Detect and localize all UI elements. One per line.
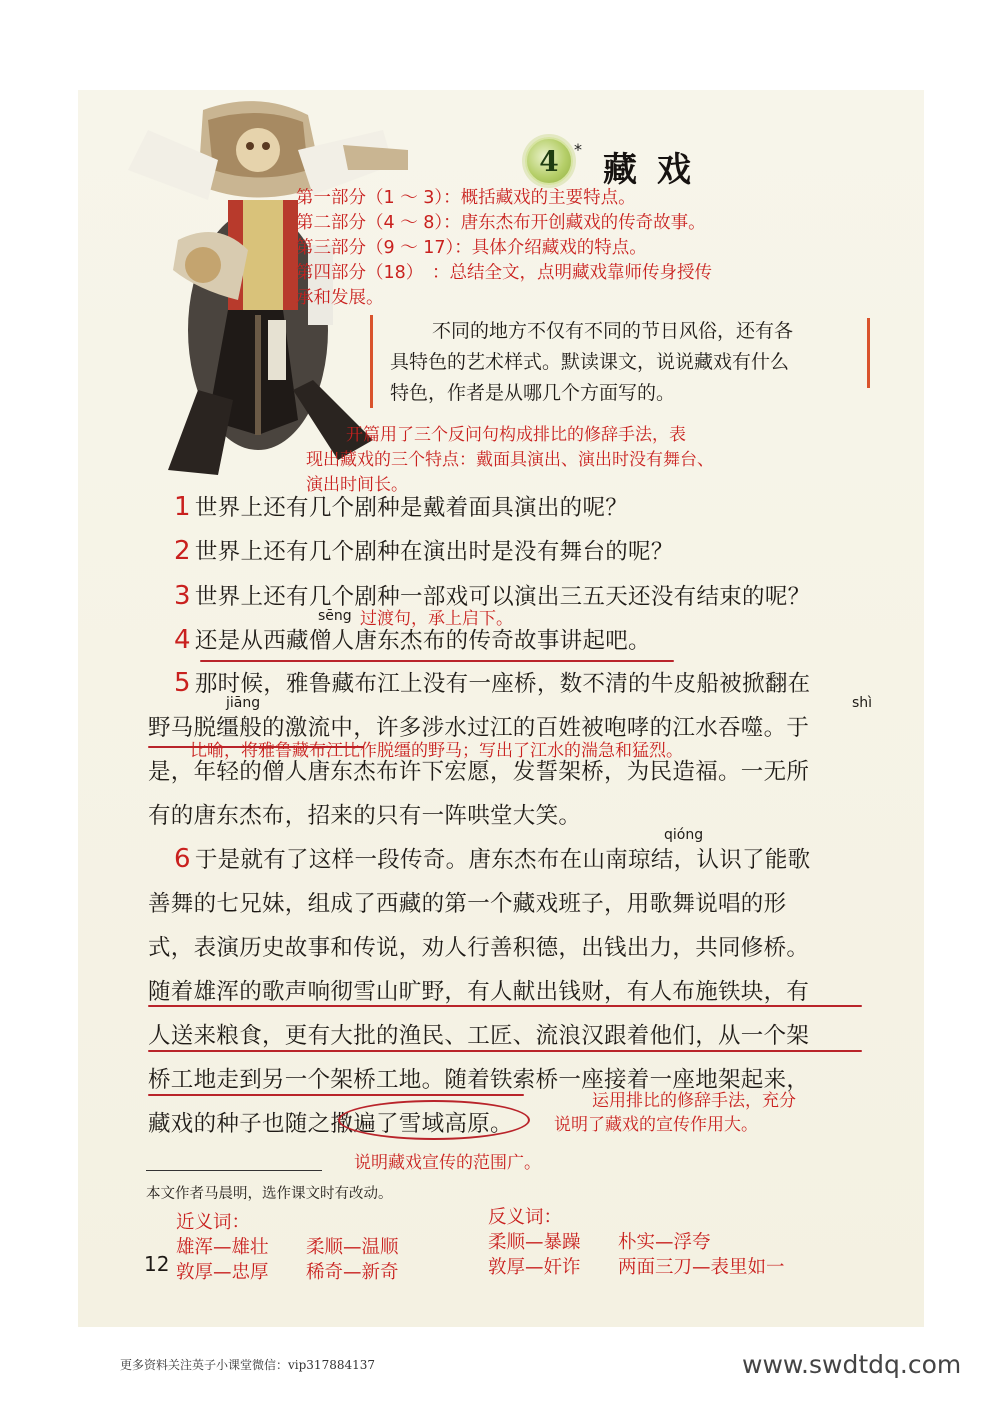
paragraph-1 [174,490,628,522]
synonym-pair: 稀奇—新奇 [306,1262,399,1283]
outline-part-2: 第二部分（4 ～ 8）：唐东杰布开创藏戏的传奇故事。 [296,213,706,233]
synonym-pair: 柔顺—温顺 [306,1237,399,1258]
paragraph-text: 世界上还有几个剧种在演出时是没有舞台的呢？ [194,539,674,565]
paragraph-number: 5 [174,668,191,698]
paragraph-text: 世界上还有几个剧种是戴着面具演出的呢？ [194,495,629,521]
lesson-number-badge: 4 [525,137,573,185]
antonyms-label: 反义词： [488,1207,563,1228]
reading-prompt-line: 具特色的艺术样式。默读课文，说说藏戏有什么 [390,351,790,373]
paragraph-6-line-6: 桥工地走到另一个架桥工地。随着铁索桥一座接着一座地架起来， [148,1067,810,1093]
paragraph-5-line-2: 野马脱缰般的激流中，许多涉水过江的百姓被咆哮的江水吞噬。于 [148,715,810,741]
paragraph-text: 于是就有了这样一段传奇。唐东杰布在山南琼结，认识了能歌 [194,847,811,873]
circled-phrase [338,1100,530,1140]
paragraph-text: 那时候，雅鲁藏布江上没有一座桥，数不清的牛皮船被掀翻在 [194,671,811,697]
pinyin-shi: shì [852,695,873,711]
antonym-pair: 柔顺—暴躁 [488,1232,581,1253]
footnote-divider [146,1170,322,1171]
annotation-parallel-1: 运用排比的修辞手法，充分 [592,1091,796,1111]
annotation-parallel-2: 说明了藏戏的宣传作用大。 [554,1115,758,1135]
page-number: 12 [144,1252,170,1276]
annotation-metaphor: 比喻，将雅鲁藏布江比作脱缰的野马；写出了江水的湍急和猛烈。 [190,741,683,761]
paragraph-number: 1 [174,492,191,522]
paragraph-6-line-4: 随着雄浑的歌声响彻雪山旷野，有人献出钱财，有人布施铁块，有 [148,979,810,1005]
paragraph-5-line-3: 是，年轻的僧人唐东杰布许下宏愿，发誓架桥，为民造福。一无所 [148,759,810,785]
reading-prompt-line: 不同的地方不仅有不同的节日风俗，还有各 [432,320,794,342]
paragraph-4 [174,623,651,655]
synonym-pair: 雄浑—雄壮 [176,1237,269,1258]
paragraph-6-line-5: 人送来粮食，更有大批的渔民、工匠、流浪汉跟着他们，从一个架 [148,1023,810,1049]
antonym-pair: 两面三刀—表里如一 [618,1257,785,1278]
pinyin-qiong: qióng [664,827,704,843]
textbook-page [78,90,924,1327]
underline-transition [200,660,674,662]
optional-lesson-star: * [574,140,582,159]
footer-site-watermark: www.swdtdq.com [742,1350,962,1379]
outline-part-4-cont: 承和发展。 [296,288,384,308]
paragraph-5-line-1 [174,666,810,698]
paragraph-6-line-1 [174,842,810,874]
reading-prompt-line: 特色，作者是从哪几个方面写的。 [390,382,676,404]
paragraph-number: 2 [174,536,191,566]
paragraph-number: 3 [174,581,191,611]
outline-part-3: 第三部分（9 ～ 17）：具体介绍藏戏的特点。 [296,238,647,258]
annotation-opening-3: 演出时间长。 [306,475,408,495]
reading-prompt [390,316,860,409]
annotation-transition: 过渡句，承上启下。 [360,609,513,629]
underline-parallel-1 [148,1005,862,1007]
paragraph-text: 世界上还有几个剧种一部戏可以演出三五天还没有结束的呢？ [194,584,811,610]
intro-bracket-right [867,318,870,388]
outline-part-1: 第一部分（1 ～ 3）：概括藏戏的主要特点。 [296,188,636,208]
pinyin-jiang: jiāng [226,695,261,711]
paragraph-number: 4 [174,625,191,655]
footer-wechat-note: 更多资料关注英子小课堂微信：vip317884137 [120,1358,376,1372]
lesson-title: 藏戏 [603,150,711,190]
outline-part-4: 第四部分（18） ：总结全文，点明藏戏靠师传身授传 [296,263,713,283]
annotation-opening-1: 开篇用了三个反问句构成排比的修辞手法，表 [346,425,686,445]
synonyms-label: 近义词： [176,1212,251,1233]
source-note: 本文作者马晨明，选作课文时有改动。 [146,1186,393,1202]
paragraph-6-line-2: 善舞的七兄妹，组成了西藏的第一个藏戏班子，用歌舞说唱的形 [148,891,787,917]
synonym-pair: 敦厚—忠厚 [176,1262,269,1283]
paragraph-text: 还是从西藏僧人唐东杰布的传奇故事讲起吧。 [194,628,651,654]
intro-bracket-left [370,315,373,408]
antonym-pair: 朴实—浮夸 [618,1232,711,1253]
underline-parallel-3 [148,1094,524,1096]
antonym-pair: 敦厚—奸诈 [488,1257,581,1278]
paragraph-2 [174,534,674,566]
annotation-scope: 说明藏戏宣传的范围广。 [354,1153,541,1173]
paragraph-5-line-4: 有的唐东杰布，招来的只有一阵哄堂大笑。 [148,803,582,829]
paragraph-6-line-7: 藏戏的种子也随之撒遍了雪域高原。 [148,1111,513,1137]
paragraph-6-line-3: 式，表演历史故事和传说，劝人行善积德，出钱出力，共同修桥。 [148,935,810,961]
paragraph-number: 6 [174,844,191,874]
annotation-opening-2: 现出藏戏的三个特点：戴面具演出、演出时没有舞台、 [306,450,714,470]
pinyin-seng: sēng [318,608,352,624]
underline-parallel-2 [148,1050,862,1052]
